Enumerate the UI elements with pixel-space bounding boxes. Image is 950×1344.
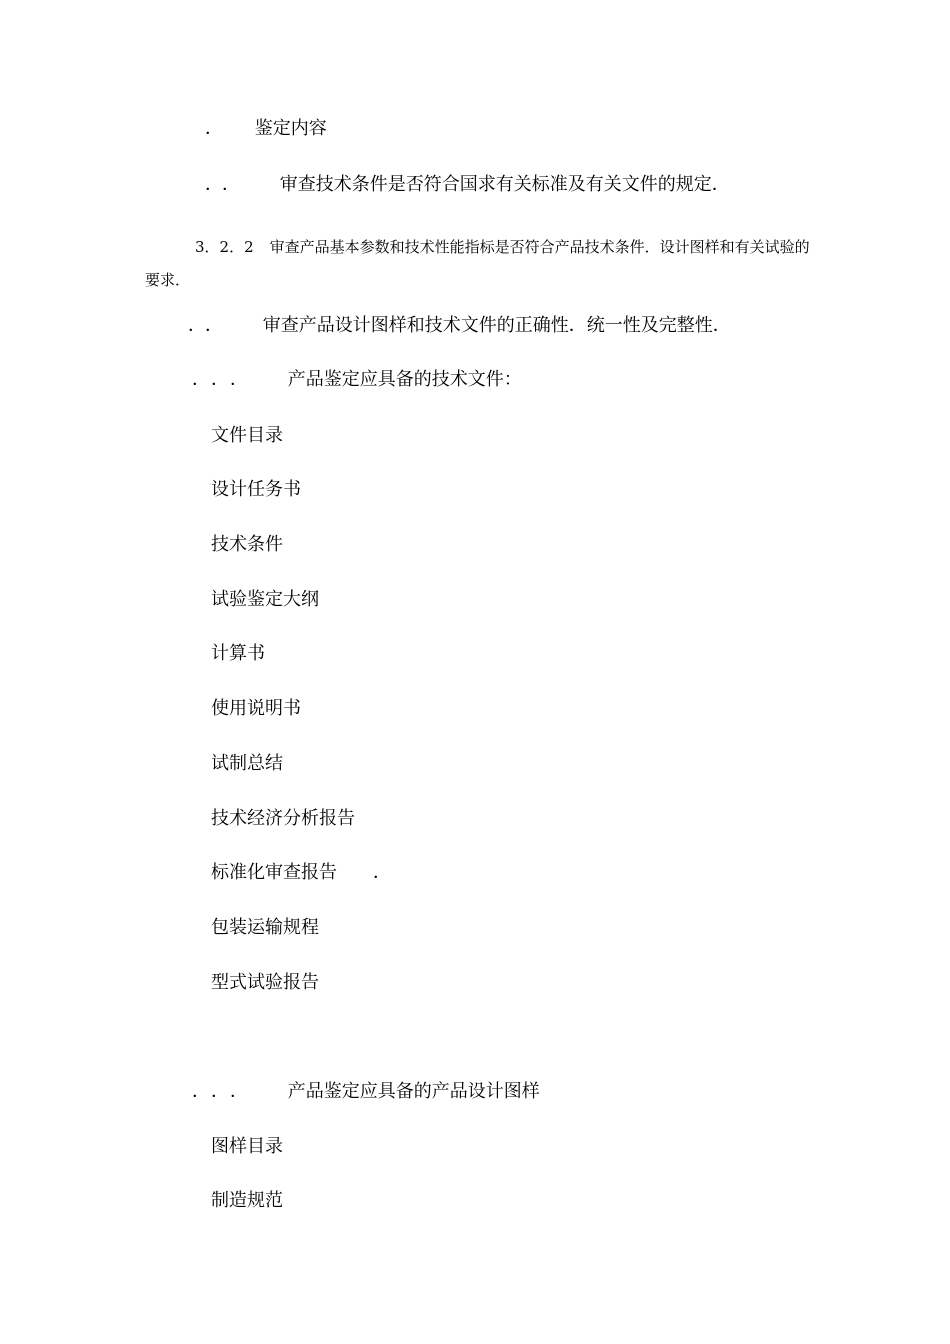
section-number: ．． <box>205 174 248 195</box>
section-number: ．．． <box>192 369 258 390</box>
section-tech-docs <box>192 369 522 391</box>
list-item: 图样目录 <box>211 1136 283 1157</box>
heading <box>205 118 327 140</box>
list-item-with-dot <box>211 862 391 884</box>
section-3-2-1 <box>205 174 730 196</box>
list-item: 文件目录 <box>211 425 283 446</box>
section-text: 审查技术条件是否符合国求有关标准及有关文件的规定． <box>279 174 730 195</box>
list-item: 试制总结 <box>211 753 283 774</box>
section-text: 产品鉴定应具备的技术文件： <box>287 369 522 390</box>
heading-number: ． <box>205 118 223 139</box>
section-text: 审查产品基本参数和技术性能指标是否符合产品技术条件．设计图样和有关试验的要求． <box>145 238 810 289</box>
list-item: 使用说明书 <box>211 698 301 719</box>
list-item: 制造规范 <box>211 1190 283 1211</box>
list-item: 试验鉴定大纲 <box>211 589 319 610</box>
list-item: 包装运输规程 <box>211 917 319 938</box>
list-item: 型式试验报告 <box>211 972 319 993</box>
section-3-2-3 <box>188 315 731 337</box>
section-text: 产品鉴定应具备的产品设计图样 <box>287 1081 540 1102</box>
section-drawings <box>192 1081 540 1103</box>
list-item: 技术经济分析报告 <box>211 808 355 829</box>
stray-dot: ． <box>373 862 391 883</box>
heading-text: 鉴定内容 <box>254 118 327 139</box>
section-text: 审查产品设计图样和技术文件的正确性．统一性及完整性． <box>262 315 731 336</box>
section-3-2-2 <box>145 231 815 297</box>
section-number: ．． <box>188 315 231 336</box>
list-item-text: 标准化审查报告 <box>211 862 337 883</box>
list-item: 设计任务书 <box>211 479 301 500</box>
section-number: 3．2．2 <box>195 238 254 256</box>
section-number: ．．． <box>192 1081 258 1102</box>
list-item: 计算书 <box>211 643 265 664</box>
list-item: 技术条件 <box>211 534 283 555</box>
